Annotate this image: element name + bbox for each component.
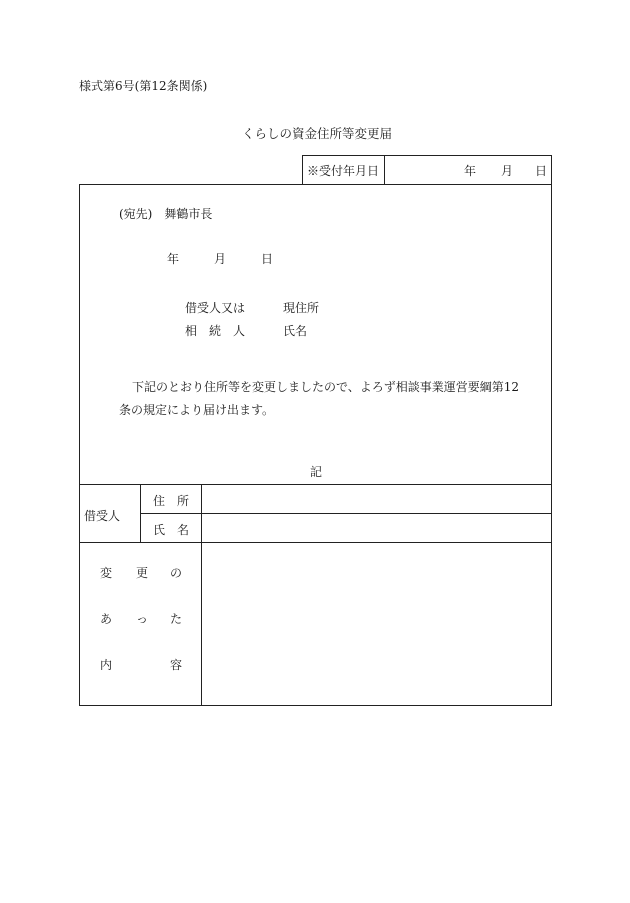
change-row2-char2: っ [136, 612, 149, 626]
change-row1-char2: 更 [136, 566, 149, 580]
borrower-label: 借受人 [84, 509, 121, 523]
page-title: くらしの資金住所等変更届 [242, 126, 393, 141]
change-row3-char2: 容 [170, 658, 183, 672]
change-row3-char1: 内 [100, 658, 113, 672]
reception-month: 月 [501, 164, 514, 178]
body-text-line1: 下記のとおり住所等を変更しましたので、よろず相談事業運営要綱第12 [132, 380, 520, 394]
change-content-field[interactable] [203, 544, 549, 704]
date-month: 月 [214, 252, 227, 266]
change-row1-char3: の [170, 566, 183, 580]
date-day: 日 [261, 252, 274, 266]
borrower-address-label: 住 所 [153, 494, 190, 508]
body-text-line2: 条の規定により届け出ます。 [119, 403, 275, 417]
applicant-role-line1: 借受人又は [185, 301, 246, 315]
applicant-role-line2: 相 続 人 [185, 324, 246, 338]
reception-year: 年 [464, 164, 477, 178]
change-row1-char1: 変 [100, 566, 113, 580]
borrower-name-label: 氏 名 [153, 523, 190, 537]
form-number: 様式第6号(第12条関係) [79, 79, 208, 93]
change-row2-char3: た [170, 612, 183, 626]
borrower-name-field[interactable] [203, 515, 549, 541]
borrower-address-field[interactable] [203, 486, 549, 512]
ki-label: 記 [310, 465, 323, 479]
applicant-name-label: 氏名 [283, 324, 308, 338]
date-year: 年 [167, 252, 180, 266]
reception-day: 日 [535, 164, 548, 178]
change-row2-char1: あ [100, 612, 113, 626]
applicant-address-label: 現住所 [283, 301, 320, 315]
addressee: (宛先) 舞鶴市長 [119, 207, 213, 221]
reception-label: ※受付年月日 [307, 164, 380, 178]
